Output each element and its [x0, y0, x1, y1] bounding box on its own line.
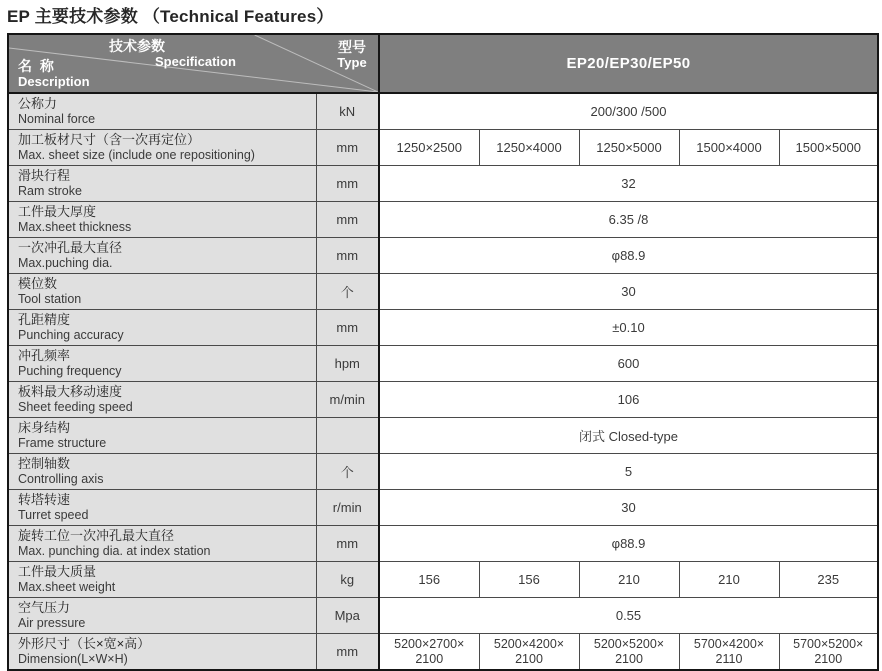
value-line2: 2110 [715, 651, 743, 666]
param-en: Frame structure [18, 436, 107, 450]
value-cell: 156 [479, 562, 579, 598]
unit-cell: r/min [316, 490, 379, 526]
param-en: Puching frequency [18, 364, 122, 378]
param-en: Turret speed [18, 508, 89, 522]
param-en: Controlling axis [18, 472, 104, 486]
table-row [8, 598, 878, 634]
value-line1: 5700×4200× [693, 636, 765, 651]
table-row [8, 238, 878, 274]
table-row [8, 202, 878, 238]
value-line1: 5200×4200× [493, 636, 565, 651]
param-en: Tool station [18, 292, 82, 306]
header-spec-label [109, 38, 236, 70]
header-models-cell: EP20/EP30/EP50 [379, 34, 878, 93]
param-cell [8, 274, 316, 310]
param-cell [8, 238, 316, 274]
param-zh: 空气压力 [18, 600, 71, 615]
value-cell: 1250×4000 [479, 130, 579, 166]
table-header [8, 34, 878, 93]
param-en: Ram stroke [18, 184, 82, 198]
param-zh: 控制轴数 [18, 456, 71, 471]
table-row [8, 382, 878, 418]
param-en: Sheet feeding speed [18, 400, 133, 414]
param-zh: 滑块行程 [18, 168, 71, 183]
param-cell [8, 418, 316, 454]
param-zh: 床身结构 [18, 420, 71, 435]
header-row [8, 34, 878, 93]
param-cell [8, 130, 316, 166]
diagonal-cell-content [9, 35, 378, 92]
spec-table [7, 33, 879, 671]
value-cell: 600 [379, 346, 878, 382]
header-name-label-zh: 名 称 [18, 58, 56, 74]
table-row [8, 93, 878, 130]
param-cell [8, 166, 316, 202]
param-cell [8, 310, 316, 346]
table-row [8, 166, 878, 202]
table-row [8, 418, 878, 454]
page-title: EP 主要技术参数 （Technical Features） [7, 7, 334, 26]
param-zh: 工件最大厚度 [18, 204, 97, 219]
value-cell: 210 [579, 562, 679, 598]
header-spec-label-en: Specification [155, 54, 236, 69]
header-name-label [18, 58, 90, 90]
unit-cell: Mpa [316, 598, 379, 634]
table-row [8, 490, 878, 526]
table-row [8, 526, 878, 562]
value-cell: 1250×5000 [579, 130, 679, 166]
param-en: Dimension(L×W×H) [18, 652, 128, 666]
param-cell [8, 526, 316, 562]
unit-cell: mm [316, 310, 379, 346]
table-row [8, 274, 878, 310]
value-cell: 235 [779, 562, 878, 598]
value-cell: ±0.10 [379, 310, 878, 346]
param-zh: 模位数 [18, 276, 58, 291]
param-cell [8, 454, 316, 490]
value-cell: 1500×4000 [679, 130, 779, 166]
unit-cell: mm [316, 130, 379, 166]
param-cell [8, 634, 316, 671]
table-row [8, 346, 878, 382]
param-zh: 板料最大移动速度 [18, 384, 123, 399]
header-type-label-zh: 型号 [338, 39, 366, 55]
table-row [8, 634, 878, 671]
value-cell [379, 634, 479, 671]
value-line1: 5200×2700× [394, 636, 465, 651]
param-en: Punching accuracy [18, 328, 124, 342]
value-cell [579, 634, 679, 671]
param-zh: 一次冲孔最大直径 [18, 240, 123, 255]
value-cell: 闭式 Closed-type [379, 418, 878, 454]
table-row [8, 562, 878, 598]
table-row [8, 454, 878, 490]
value-cell: φ88.9 [379, 526, 878, 562]
param-zh: 外形尺寸（长×宽×高） [18, 636, 151, 651]
value-cell: 30 [379, 274, 878, 310]
param-zh: 公称力 [18, 96, 58, 111]
param-zh: 旋转工位一次冲孔最大直径 [18, 528, 175, 543]
unit-cell: m/min [316, 382, 379, 418]
value-line2: 2100 [415, 651, 444, 666]
param-cell [8, 490, 316, 526]
header-type-label-en: Type [337, 55, 367, 70]
value-cell [779, 634, 878, 671]
param-cell [8, 202, 316, 238]
param-zh: 加工板材尺寸（含一次再定位） [18, 132, 201, 147]
value-line1: 5200×5200× [593, 636, 665, 651]
param-zh: 转塔转速 [18, 492, 71, 507]
value-line2: 2100 [615, 651, 643, 666]
param-en: Air pressure [18, 616, 86, 630]
value-cell: 0.55 [379, 598, 878, 634]
unit-cell: kN [316, 93, 379, 130]
value-cell [679, 634, 779, 671]
value-cell: 1500×5000 [779, 130, 878, 166]
value-cell: 200/300 /500 [379, 93, 878, 130]
header-diagonal-cell [8, 34, 379, 93]
value-cell [479, 634, 579, 671]
value-cell: 32 [379, 166, 878, 202]
param-zh: 孔距精度 [18, 312, 71, 327]
param-cell [8, 346, 316, 382]
value-cell: 210 [679, 562, 779, 598]
param-zh: 工件最大质量 [18, 564, 97, 579]
value-line2: 2100 [515, 651, 543, 666]
unit-cell: mm [316, 634, 379, 671]
unit-cell: mm [316, 526, 379, 562]
unit-cell: hpm [316, 346, 379, 382]
value-cell: 30 [379, 490, 878, 526]
unit-cell: kg [316, 562, 379, 598]
unit-cell: 个 [316, 454, 379, 490]
value-cell: 6.35 /8 [379, 202, 878, 238]
header-type-label [324, 39, 380, 71]
param-en: Max.sheet thickness [18, 220, 132, 234]
value-cell: 5 [379, 454, 878, 490]
param-en: Max. punching dia. at index station [18, 544, 211, 558]
unit-cell: mm [316, 166, 379, 202]
param-en: Max. sheet size (include one repositioning) [18, 148, 255, 162]
param-cell [8, 382, 316, 418]
param-cell [8, 93, 316, 130]
value-cell: 156 [379, 562, 479, 598]
unit-cell: 个 [316, 274, 379, 310]
value-cell: φ88.9 [379, 238, 878, 274]
table-row [8, 130, 878, 166]
param-cell [8, 598, 316, 634]
table-row [8, 310, 878, 346]
param-en: Max.sheet weight [18, 580, 116, 594]
param-en: Max.puching dia. [18, 256, 113, 270]
value-line2: 2100 [814, 651, 843, 666]
unit-cell: mm [316, 238, 379, 274]
value-cell: 1250×2500 [379, 130, 479, 166]
header-spec-label-zh: 技术参数 [109, 38, 165, 54]
unit-cell: mm [316, 202, 379, 238]
param-en: Nominal force [18, 112, 96, 126]
header-name-label-en: Description [18, 74, 90, 89]
value-line1: 5700×5200× [793, 636, 864, 651]
unit-cell [316, 418, 379, 454]
param-cell [8, 562, 316, 598]
value-cell: 106 [379, 382, 878, 418]
param-zh: 冲孔频率 [18, 348, 71, 363]
